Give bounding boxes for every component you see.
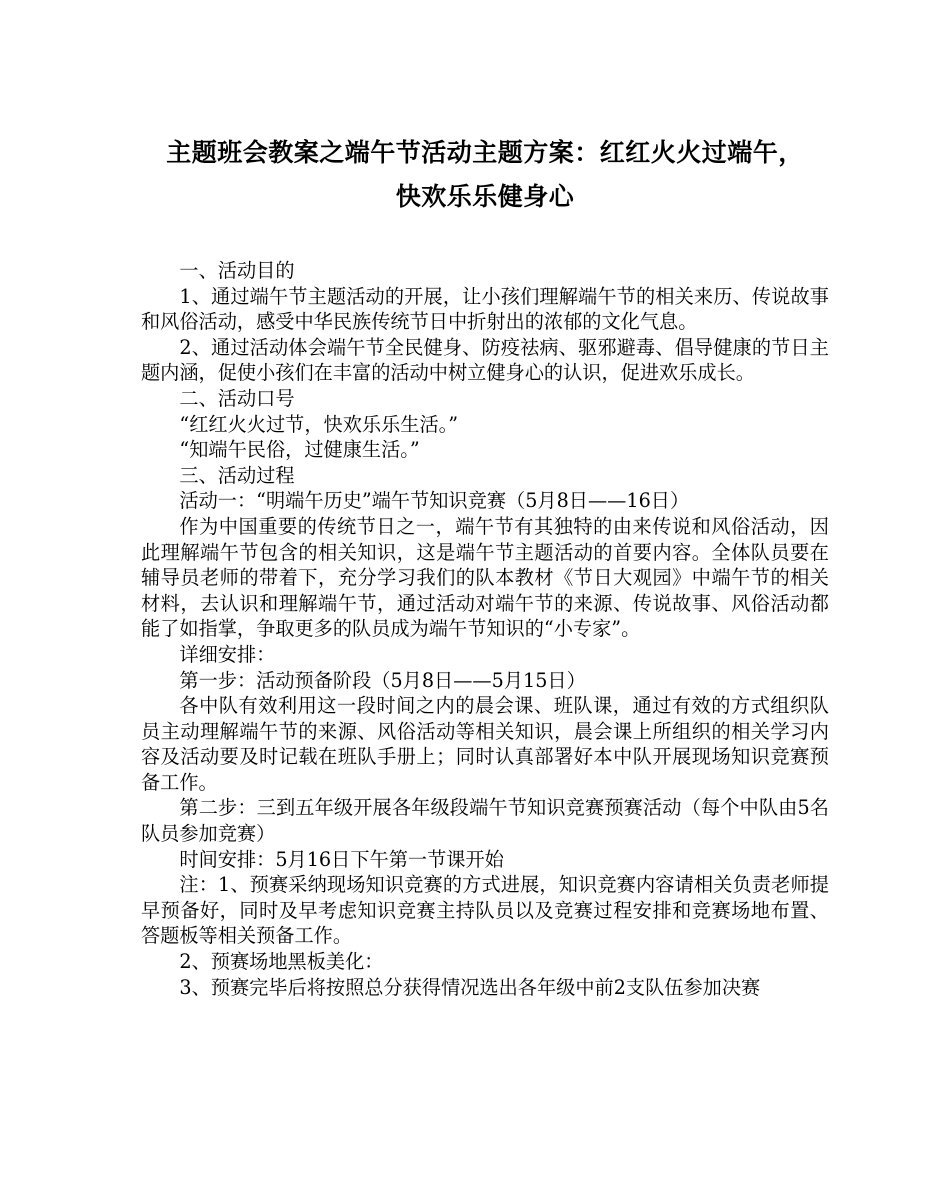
note-2: 2、预赛场地黑板美化： xyxy=(179,950,384,974)
step-one-title: 第一步：活动预备阶段（5月8日——5月15日） xyxy=(179,668,586,692)
paragraph-goal-2: 2、通过活动体会端午节全民健身、防疫祛病、驱邪避毒、倡导健康的节日主题内涵，促使小孩们在丰富的活动中树立健身心的认识，促进欢乐成长。 xyxy=(141,335,829,385)
slogan-2: “知端午民俗，过健康生活。” xyxy=(179,438,420,462)
title-line-1: 主题班会教案之端午节活动主题方案：红红火火过端午， xyxy=(166,138,804,167)
paragraph-goal-1: 1、通过端午节主题活动的开展，让小孩们理解端午节的相关来历、传说故事和风俗活动，感受中华民族传统节日中折射出的浓郁的文化气息。 xyxy=(141,284,829,334)
activity-one-title: 活动一：“明端午历史”端午节知识竞赛（5月8日——16日） xyxy=(179,489,690,513)
heading-activity-slogan: 二、活动口号 xyxy=(179,386,295,410)
paragraph-step-one: 各中队有效利用这一段时间之内的晨会课、班队课，通过有效的方式组织队员主动理解端午节的来源、风俗活动等相关知识，晨会课上所组织的相关学习内容及活动要及时记载在班队手册上；同时认真部署好本中队开展现场知识竞赛预备工作。 xyxy=(141,694,829,794)
heading-activity-goal: 一、活动目的 xyxy=(179,259,295,282)
heading-detailed-plan: 详细安排： xyxy=(179,642,276,666)
title-line-2: 快欢乐乐健身心 xyxy=(395,182,575,211)
step-two-title: 第二步：三到五年级开展各年级段端午节知识竞赛预赛活动（每个中队由5名队员参加竞赛） xyxy=(141,796,829,846)
document-body xyxy=(141,258,829,1000)
document-title xyxy=(140,131,830,219)
note-1: 注：1、预赛采纳现场知识竞赛的方式进展，知识竞赛内容请相关负责老师提早预备好，同时及早考虑知识竞赛主持队员以及竞赛过程安排和竞赛场地布置、答题板等相关预备工作。 xyxy=(141,873,829,948)
paragraph-activity-one-intro: 作为中国重要的传统节日之一，端午节有其独特的由来传说和风俗活动，因此理解端午节包含的相关知识，这是端午节主题活动的首要内容。全体队员要在辅导员老师的带着下，充分学习我们的队本教材《节日大观园》中端午节的相关材料，去认识和理解端午节，通过活动对端午节的来源、传说故事、风俗活动都能了如指掌，争取更多的队员成为端午节知识的“小专家”。 xyxy=(141,514,829,641)
note-3: 3、预赛完毕后将按照总分获得情况选出各年级中前2支队伍参加决赛 xyxy=(179,975,761,999)
time-arrangement: 时间安排：5月16日下午第一节课开始 xyxy=(179,847,504,871)
heading-activity-process: 三、活动过程 xyxy=(179,463,295,487)
slogan-1: “红红火火过节，快欢乐乐生活。” xyxy=(179,412,459,436)
